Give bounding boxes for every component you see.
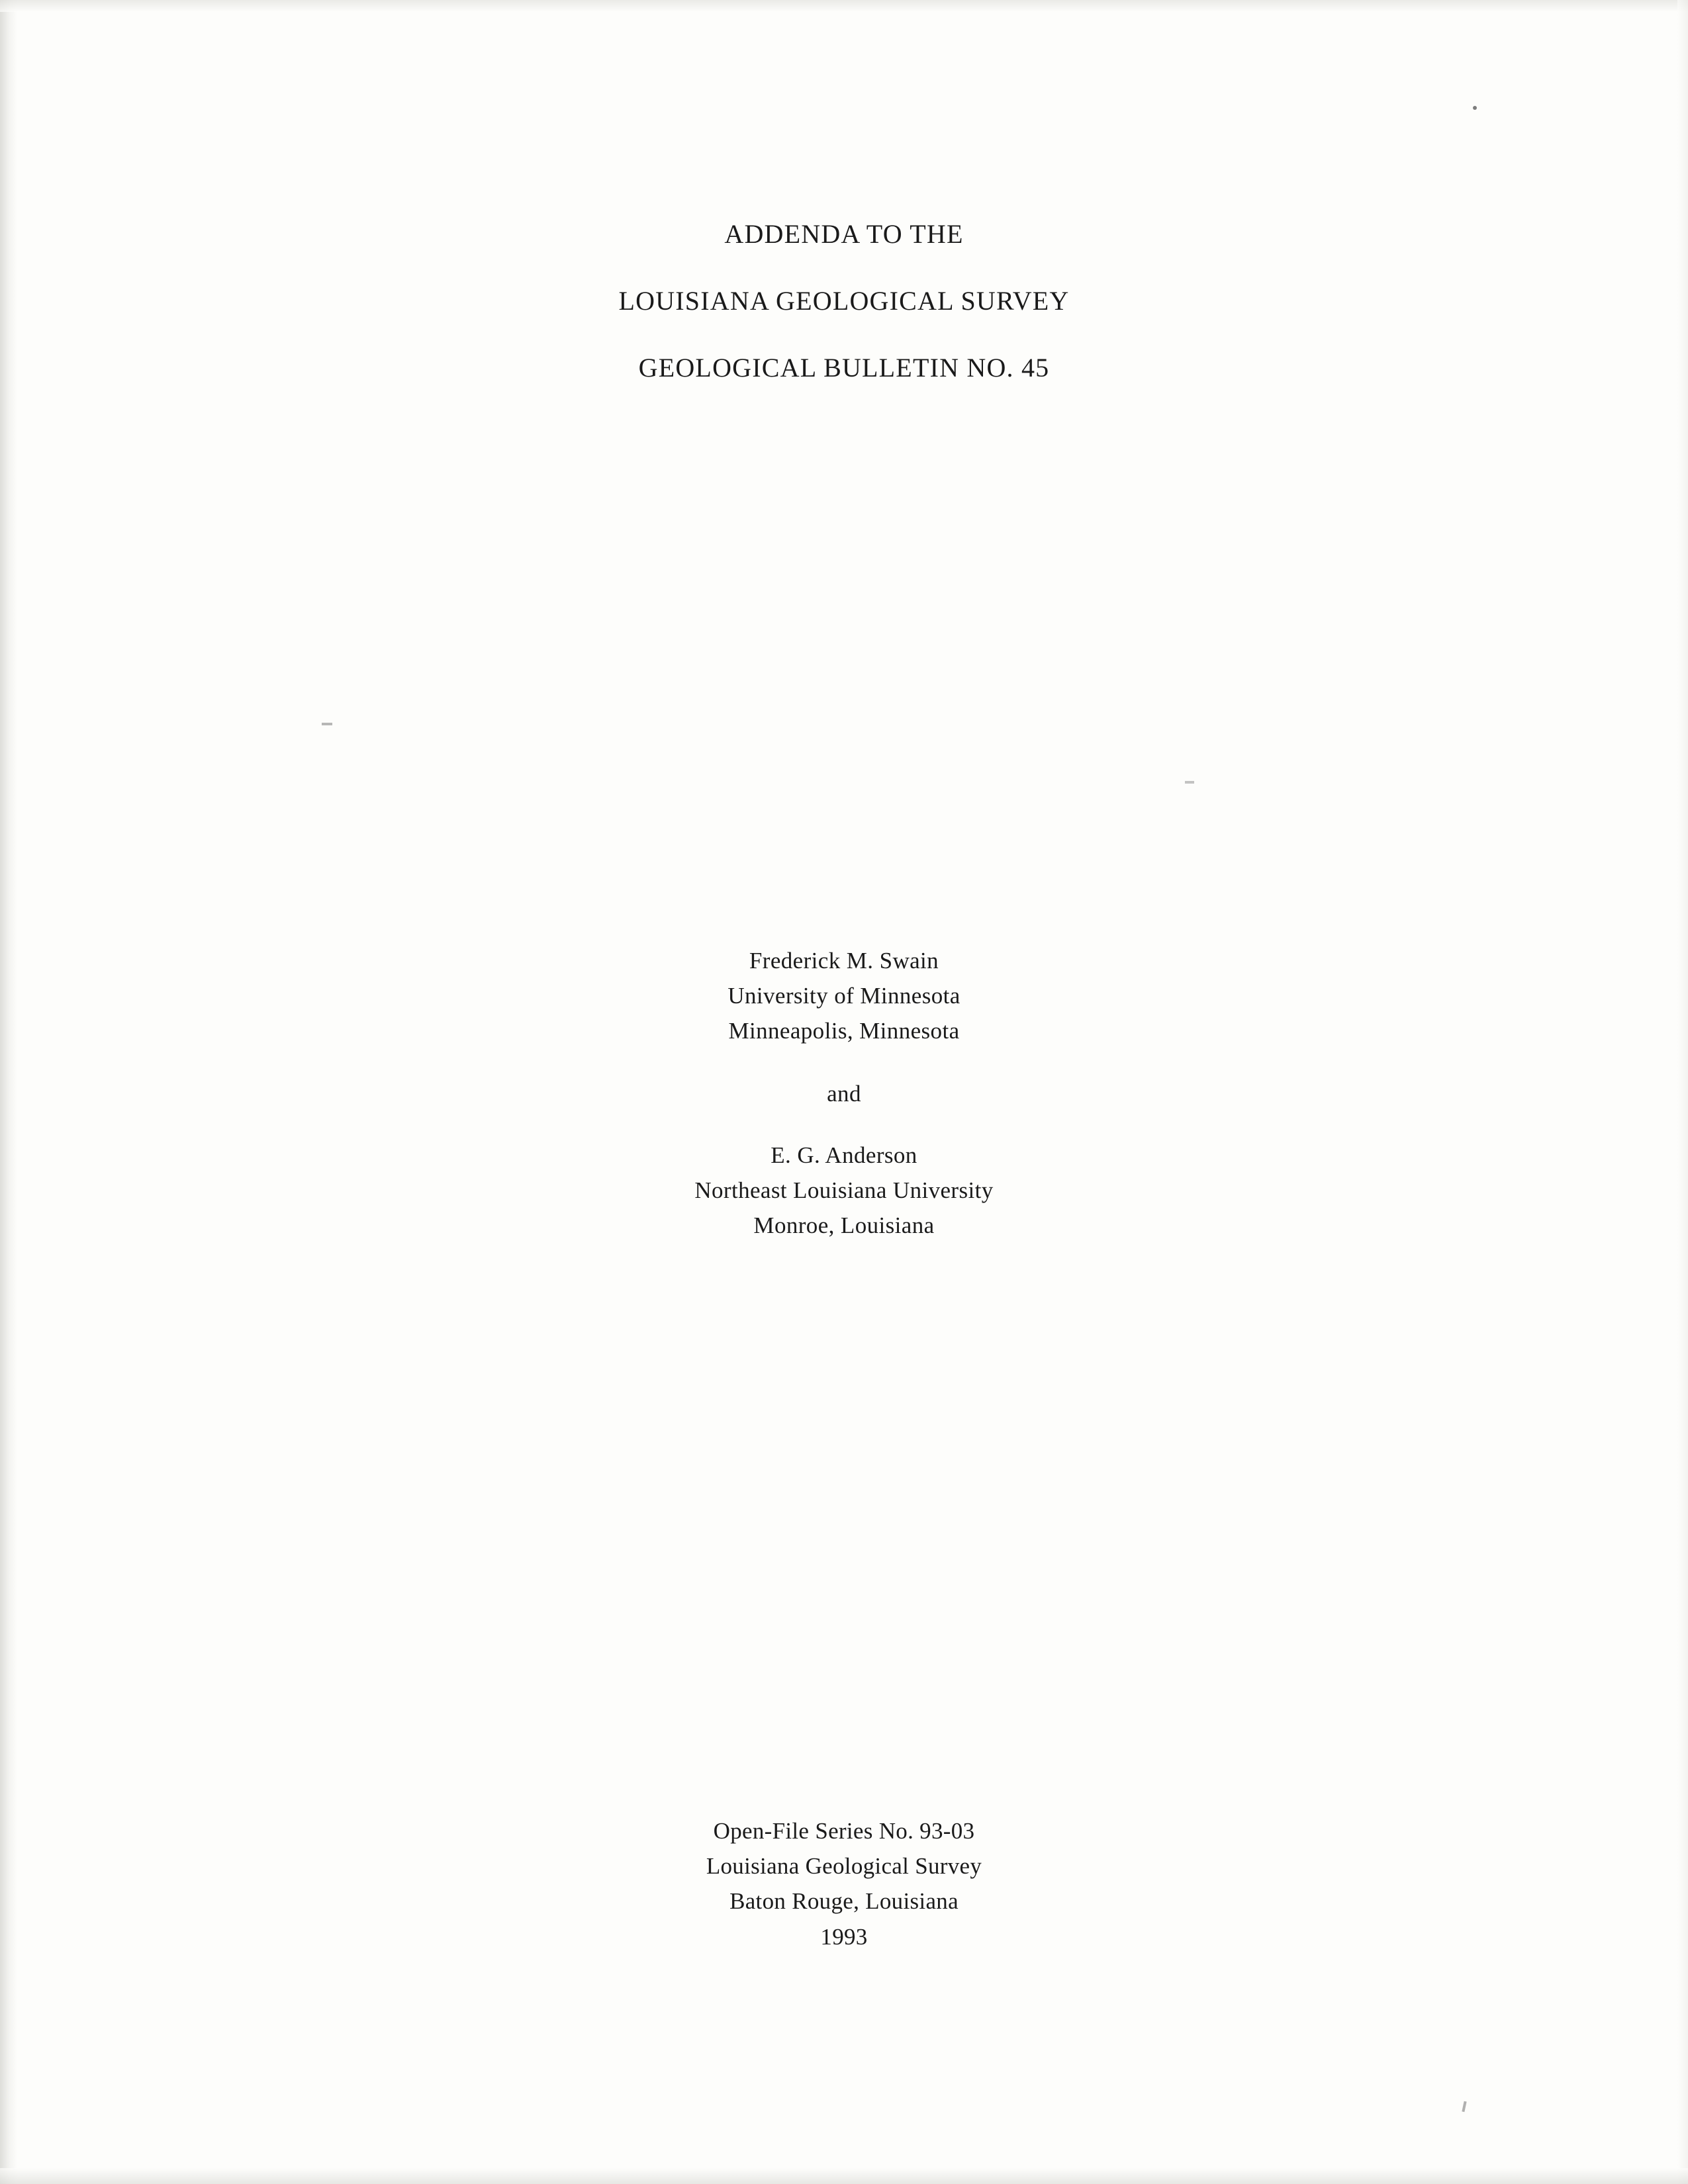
page-title-line-1: ADDENDA TO THE bbox=[724, 219, 964, 249]
author-affiliation: Northeast Louisiana University bbox=[694, 1177, 994, 1203]
author-city: Minneapolis, Minnesota bbox=[728, 1018, 960, 1044]
author-affiliation: University of Minnesota bbox=[727, 983, 961, 1009]
imprint-year: 1993 bbox=[820, 1923, 868, 1950]
scan-edge-top bbox=[0, 0, 1688, 12]
author-city: Monroe, Louisiana bbox=[753, 1212, 935, 1238]
page-title-line-2: LOUISIANA GEOLOGICAL SURVEY bbox=[618, 286, 1070, 316]
scan-speck bbox=[1185, 781, 1194, 784]
authors-block bbox=[0, 943, 1688, 1243]
title-block bbox=[0, 218, 1688, 383]
scan-speck bbox=[1473, 106, 1477, 110]
scan-speck bbox=[1462, 2101, 1466, 2112]
imprint-publisher: Louisiana Geological Survey bbox=[706, 1853, 982, 1880]
author-secondary bbox=[0, 1138, 1688, 1244]
imprint-block bbox=[0, 1813, 1688, 1954]
imprint-series: Open-File Series No. 93-03 bbox=[713, 1818, 975, 1844]
author-name: Frederick M. Swain bbox=[749, 948, 939, 974]
page-title-line-3: GEOLOGICAL BULLETIN NO. 45 bbox=[638, 353, 1050, 383]
scan-speck bbox=[322, 723, 332, 725]
author-conjunction: and bbox=[827, 1080, 861, 1107]
scan-edge-bottom bbox=[0, 2168, 1688, 2184]
author-primary bbox=[0, 943, 1688, 1049]
imprint-location: Baton Rouge, Louisiana bbox=[729, 1888, 959, 1915]
author-name: E. G. Anderson bbox=[771, 1142, 917, 1168]
